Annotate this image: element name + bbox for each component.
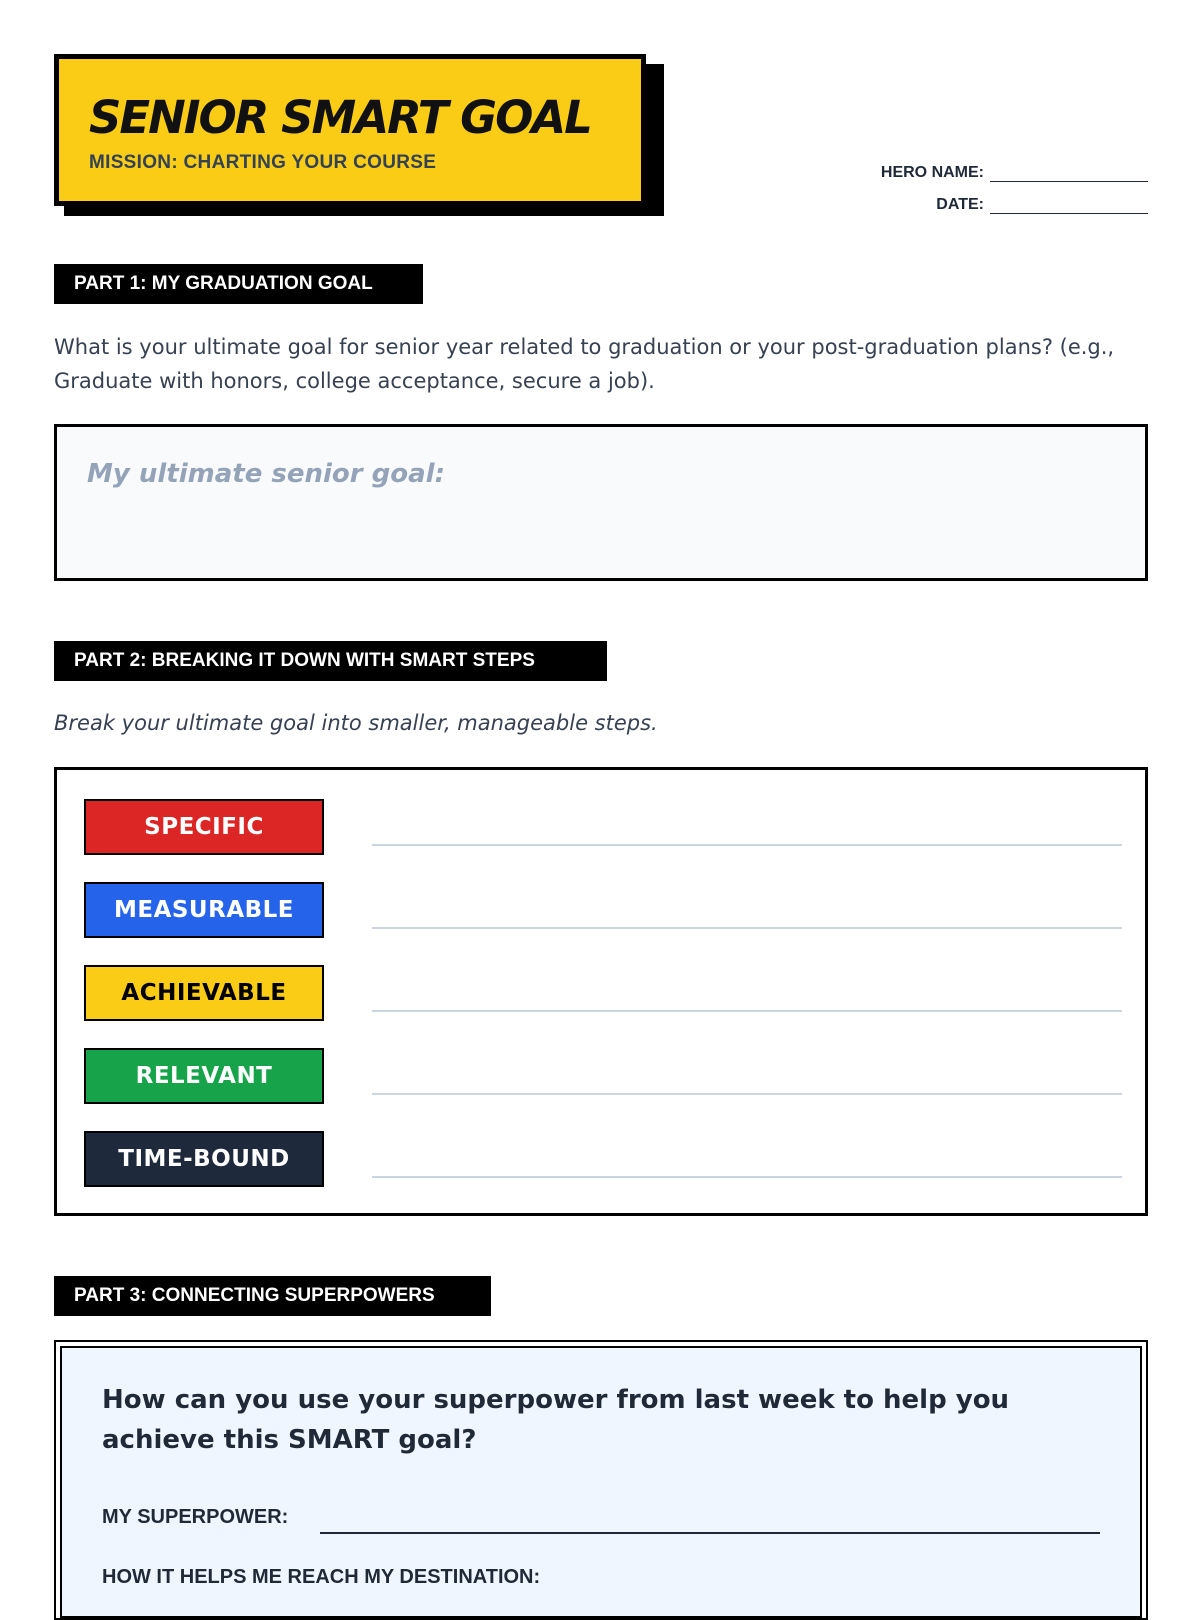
page-subtitle: MISSION: CHARTING YOUR COURSE (89, 152, 437, 173)
superpower-label: MY SUPERPOWER: (102, 1506, 289, 1528)
meta-fields (848, 150, 1148, 214)
smart-line-time-bound[interactable] (372, 1176, 1122, 1178)
title-block (54, 54, 654, 216)
superpower-box (54, 1340, 1148, 1620)
superpower-field[interactable] (320, 1532, 1100, 1534)
hero-name-row (848, 150, 1148, 182)
smart-label-time-bound: TIME-BOUND (84, 1131, 324, 1187)
hero-name-label: HERO NAME: (880, 164, 984, 181)
smart-row-measurable (84, 882, 1124, 938)
ultimate-goal-placeholder: My ultimate senior goal: (87, 459, 445, 489)
smart-line-specific[interactable] (372, 844, 1122, 846)
part3-heading: PART 3: CONNECTING SUPERPOWERS (54, 1276, 491, 1316)
date-row (848, 182, 1148, 214)
smart-label-achievable: ACHIEVABLE (84, 965, 324, 1021)
part2-prompt: Break your ultimate goal into smaller, manageable steps. (54, 711, 658, 735)
ultimate-goal-field[interactable] (54, 424, 1148, 581)
smart-row-relevant (84, 1048, 1124, 1104)
smart-label-specific: SPECIFIC (84, 799, 324, 855)
smart-row-time-bound (84, 1131, 1124, 1187)
smart-steps-box (54, 767, 1148, 1216)
superpower-question: How can you use your superpower from last week to help you achieve this SMART goal? (102, 1385, 1010, 1455)
page-title: SENIOR SMART GOAL (89, 91, 591, 144)
smart-label-relevant: RELEVANT (84, 1048, 324, 1104)
smart-line-achievable[interactable] (372, 1010, 1122, 1012)
title-box (54, 54, 646, 206)
date-field[interactable] (990, 197, 1148, 214)
smart-label-measurable: MEASURABLE (84, 882, 324, 938)
part1-prompt: What is your ultimate goal for senior year related to graduation or your post-graduation plans? (e.g., Graduate with honors, college acceptance, secure a job). (54, 335, 1115, 393)
date-label: DATE: (936, 196, 984, 213)
part1-heading: PART 1: MY GRADUATION GOAL (54, 264, 423, 304)
smart-row-achievable (84, 965, 1124, 1021)
hero-name-field[interactable] (990, 165, 1148, 182)
smart-line-measurable[interactable] (372, 927, 1122, 929)
helps-label: HOW IT HELPS ME REACH MY DESTINATION: (102, 1566, 541, 1588)
smart-row-specific (84, 799, 1124, 855)
superpower-inner (60, 1346, 1142, 1618)
part2-heading: PART 2: BREAKING IT DOWN WITH SMART STEPS (54, 641, 607, 681)
smart-line-relevant[interactable] (372, 1093, 1122, 1095)
